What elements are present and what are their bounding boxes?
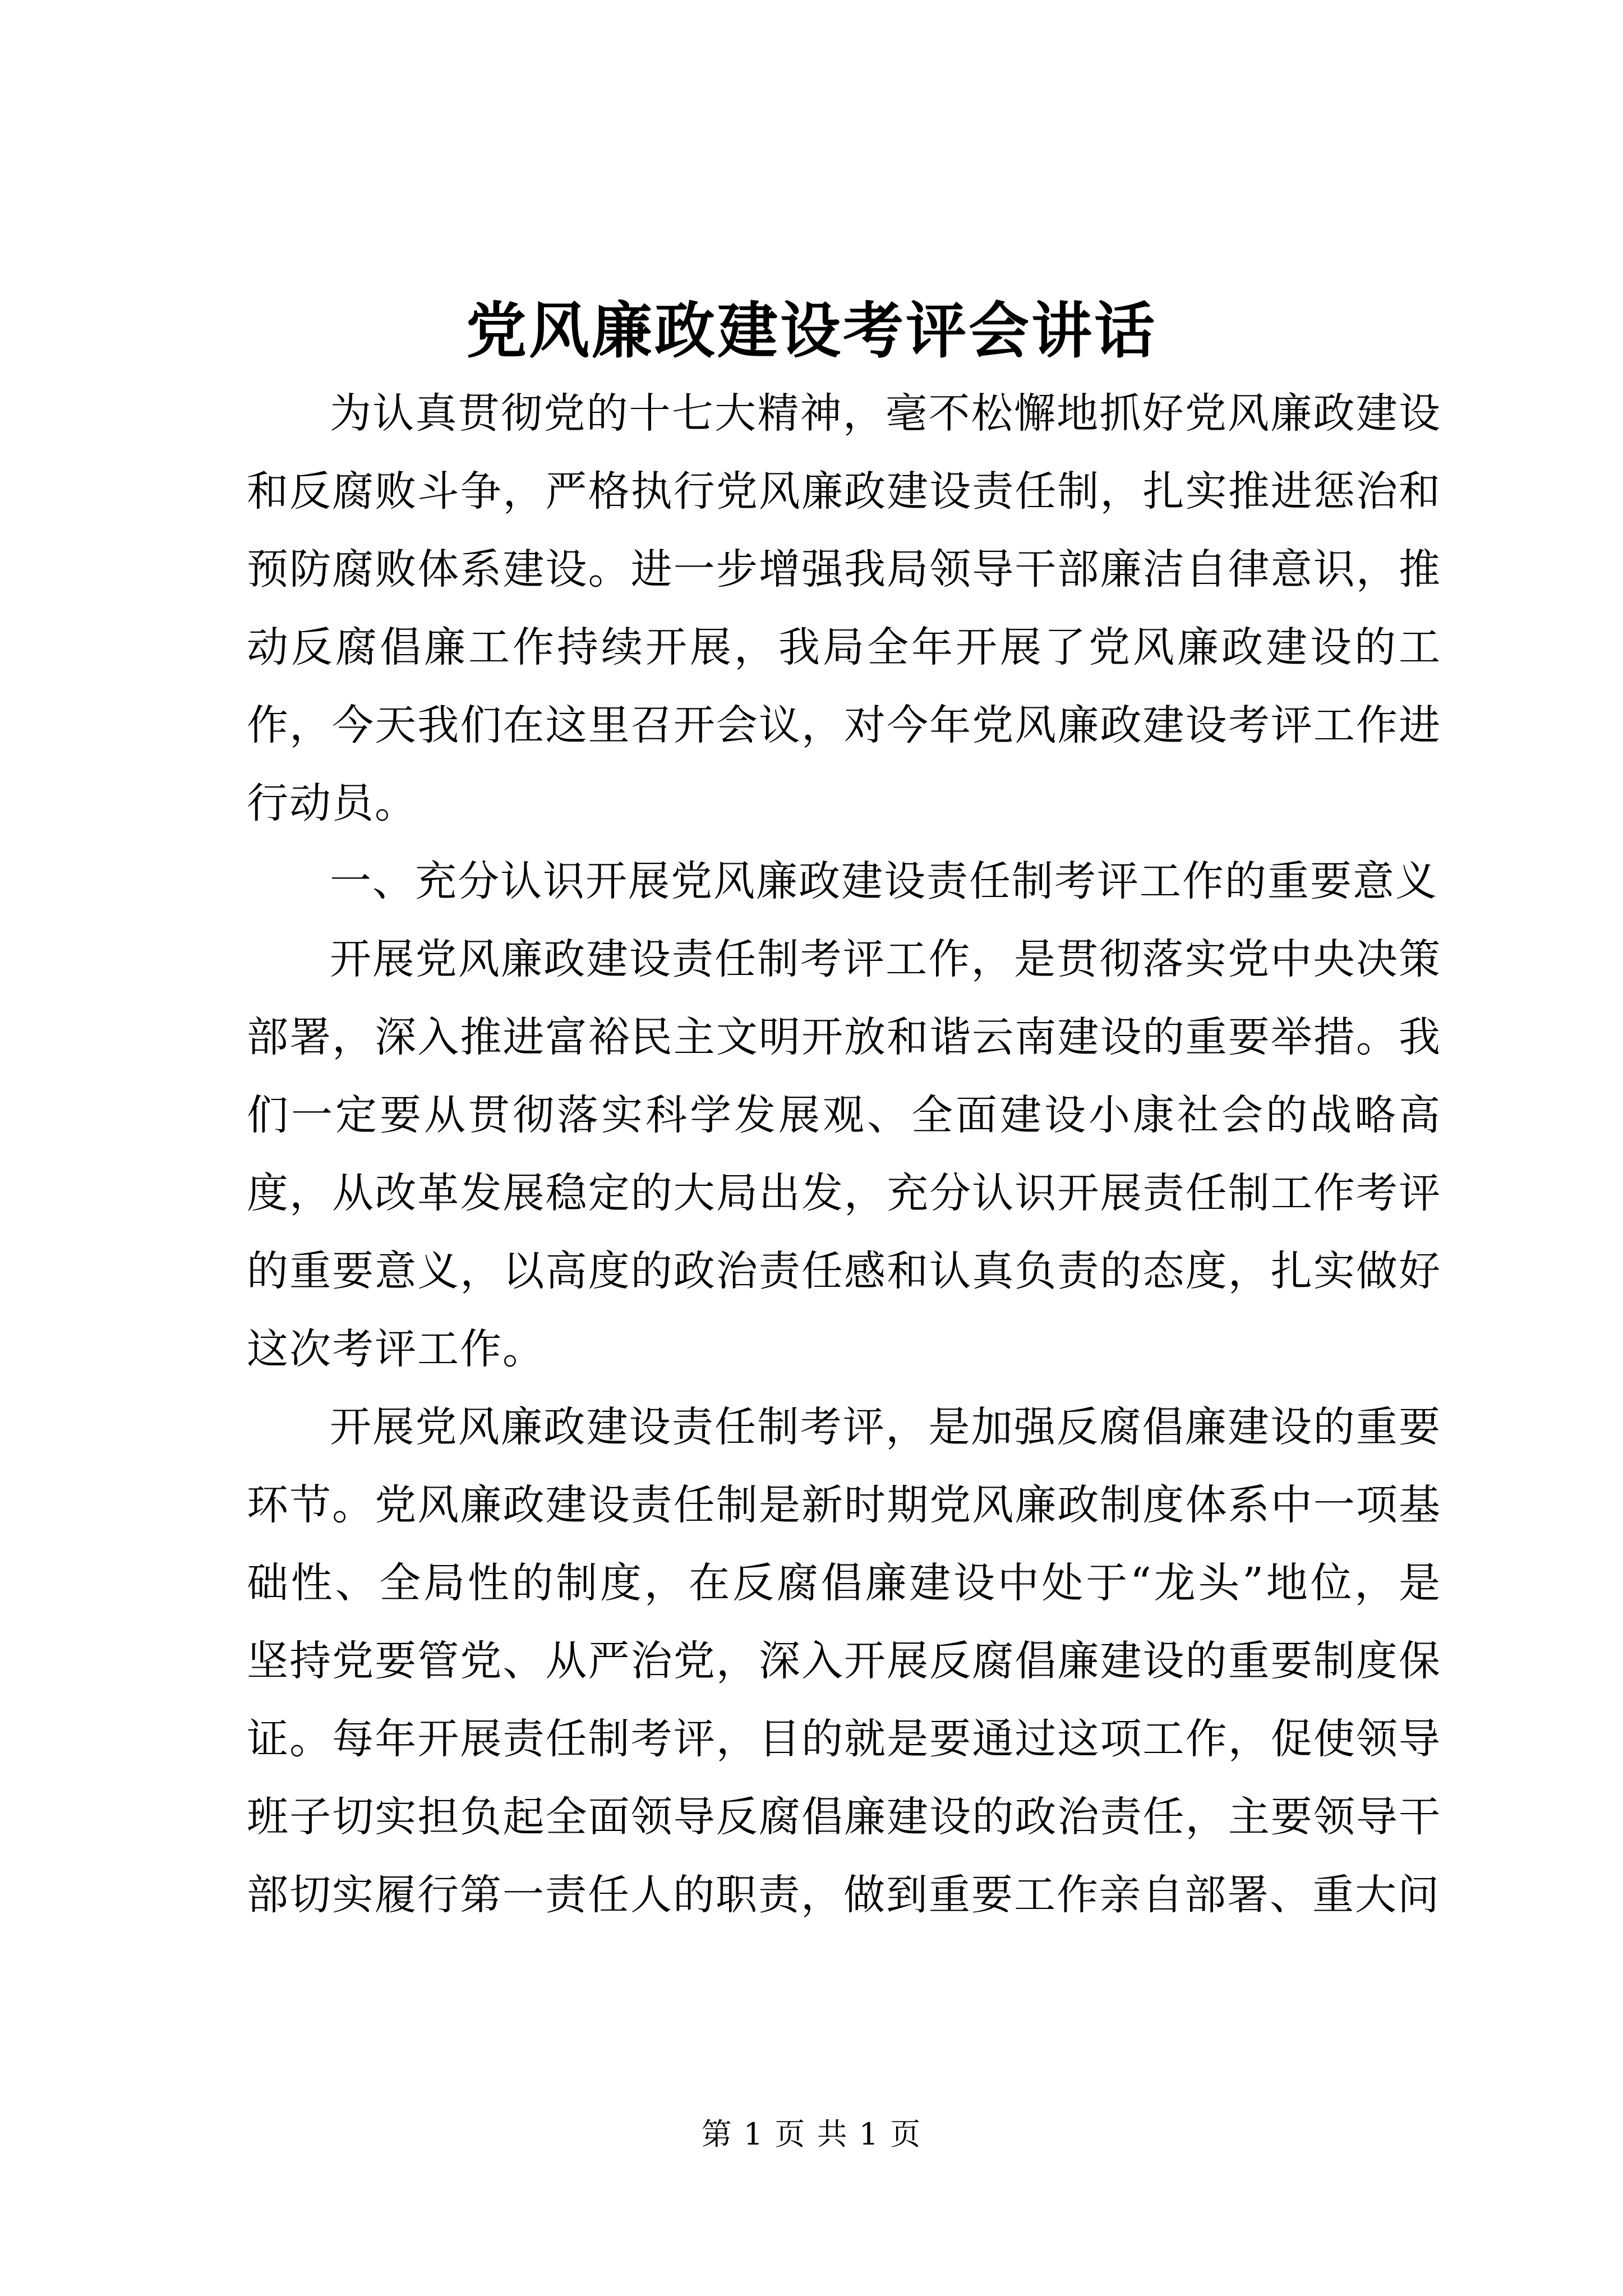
section-heading-1: 一、充分认识开展党风廉政建设责任制考评工作的重要意义 (330, 857, 1438, 905)
page-footer: 第 1 页 共 1 页 (701, 2116, 922, 2152)
document-body (247, 375, 1441, 1934)
body-paragraph-2: 开展党风廉政建设责任制考评，是加强反腐倡廉建设的重要环节。党风廉政建设责任制是新时期党风廉政制度体系中一项基础性、全局性的制度，在反腐倡廉建设中处于“龙头”地位，是坚持党要管党、从严治党，深入开展反腐倡廉建设的重要制度保证。每年开展责任制考评，目的就是要通过这项工作，促使领导班子切实担负起全面领导反腐倡廉建设的政治责任，主要领导干部切实履行第一责任人的职责，做到重要工作亲自部署、重大问 (247, 1403, 1441, 1919)
document-title: 党风廉政建设考评会讲话 (465, 296, 1157, 366)
body-paragraph-1: 开展党风廉政建设责任制考评工作，是贯彻落实党中央决策部署，深入推进富裕民主文明开放和谐云南建设的重要举措。我们一定要从贯彻落实科学发展观、全面建设小康社会的战略高度，从改革发展稳定的大局出发，充分认识开展责任制工作考评的重要意义，以高度的政治责任感和认真负责的态度，扎实做好这次考评工作。 (247, 935, 1441, 1373)
intro-paragraph: 为认真贯彻党的十七大精神，毫不松懈地抓好党风廉政建设和反腐败斗争，严格执行党风廉政建设责任制，扎实推进惩治和预防腐败体系建设。进一步增强我局领导干部廉洁自律意识，推动反腐倡廉工作持续开展，我局全年开展了党风廉政建设的工作，今天我们在这里召开会议，对今年党风廉政建设考评工作进行动员。 (247, 389, 1441, 827)
